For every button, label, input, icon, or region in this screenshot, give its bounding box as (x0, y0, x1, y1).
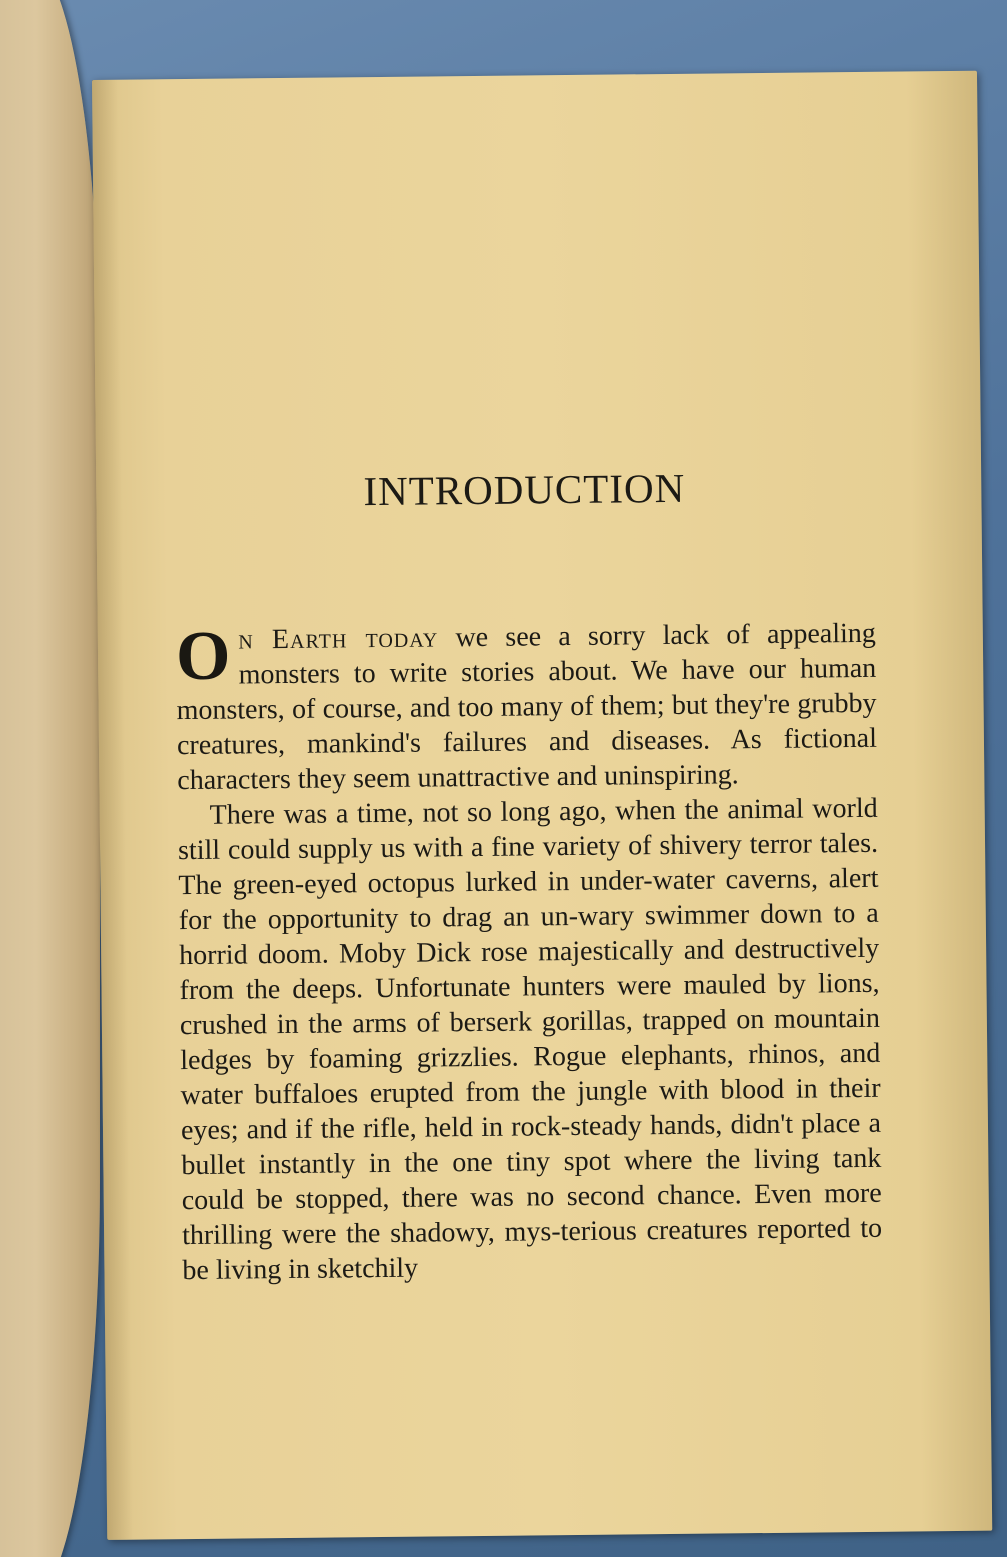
book-page (92, 71, 992, 1540)
paragraph-lead: n Earth today (238, 622, 439, 656)
paragraph-1 (176, 616, 878, 798)
paragraph-2-text: There was a time, not so long ago, when the animal world still could supply us with a fine variety of shivery terror tales. The green-eyed octopus lurked in under-water caverns, alert for the opportunity to drag an un-wary swimmer down to a horrid doom. Moby Dick rose majestically and destructively from the deeps. Unfortunate hunters were mauled by lions, crushed in the arms of berserk gorillas, trapped on mountain ledges by foaming grizzlies. Rogue elephants, rhinos, and water buffaloes erupted from the jungle with blood in their eyes; and if the rifle, held in rock-steady hands, didn't place a bullet instantly in the one tiny spot where the living tank could be stopped, there was no second chance. Even more thrilling were the shadowy, mys-terious creatures reported to be living in sketchily (177, 792, 883, 1287)
paragraph-2 (178, 791, 883, 1288)
page-content (174, 462, 883, 1288)
drop-cap: O (175, 617, 231, 696)
chapter-title: INTRODUCTION (363, 464, 686, 515)
paragraph-1-text: we see a sorry lack of appealing monsters to write stories about. We have our human monsters, of course, and too many of them; but they're grubby creatures, mankind's failures and diseases. As fictional characters they seem unattractive and uninspiring. (176, 617, 878, 797)
left-page-edge (0, 0, 100, 1557)
